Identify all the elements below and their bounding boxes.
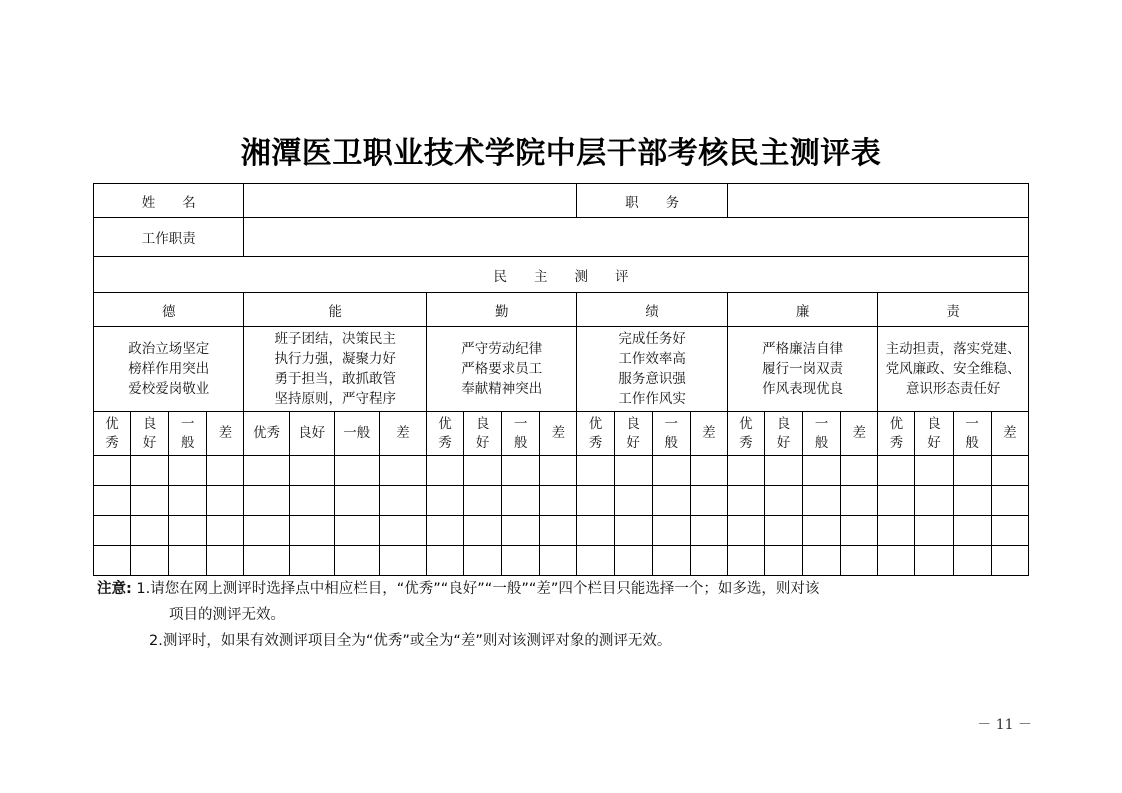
rating-cell[interactable] <box>169 516 207 546</box>
rating-cell[interactable] <box>690 546 727 576</box>
criteria-line: 完成任务好 <box>618 331 686 347</box>
rating-cell[interactable] <box>764 456 802 486</box>
grade-header <box>915 412 953 456</box>
rating-cell[interactable] <box>244 456 289 486</box>
rating-cell[interactable] <box>540 456 577 486</box>
rating-cell[interactable] <box>464 546 502 576</box>
rating-cell[interactable] <box>841 486 878 516</box>
rating-cell[interactable] <box>652 546 690 576</box>
rating-cell[interactable] <box>334 516 379 546</box>
grade-header <box>577 412 614 456</box>
grade-header <box>764 412 802 456</box>
rating-cell[interactable] <box>464 456 502 486</box>
grade-header-char: 秀 <box>588 434 603 451</box>
rating-cell[interactable] <box>244 486 289 516</box>
rating-cell[interactable] <box>764 516 802 546</box>
grade-header <box>502 412 540 456</box>
rating-cell[interactable] <box>289 486 334 516</box>
rating-cell[interactable] <box>690 516 727 546</box>
rating-cell[interactable] <box>878 486 915 516</box>
criteria-line: 履行一岗双责 <box>762 361 844 377</box>
grade-header-char: 秀 <box>739 434 753 451</box>
rating-cell[interactable] <box>427 456 464 486</box>
grade-header-char: 优 <box>588 415 603 432</box>
grade-header-char: 般 <box>965 434 979 451</box>
grade-header-char: 好 <box>776 434 791 451</box>
rating-cell[interactable] <box>577 486 614 516</box>
grade-header-char: 优 <box>438 415 452 432</box>
position-field[interactable] <box>727 184 1028 218</box>
rating-cell[interactable] <box>764 486 802 516</box>
criteria-line: 严格廉洁自律 <box>762 341 844 357</box>
rating-cell[interactable] <box>379 516 426 546</box>
grade-header-char: 秀 <box>438 434 452 451</box>
duty-label: 工作职责 <box>94 218 244 257</box>
grade-header-char: 好 <box>927 434 941 451</box>
grade-header <box>94 412 131 456</box>
rating-cell[interactable] <box>502 516 540 546</box>
grade-header-char: 秀 <box>889 434 904 451</box>
page-number: － 11 － <box>977 717 1032 733</box>
grade-header-char: 一 <box>965 415 979 432</box>
name-label: 姓 名 <box>94 184 244 218</box>
criteria-line: 奉献精神突出 <box>461 381 543 397</box>
rating-cell[interactable] <box>207 456 244 486</box>
criteria-line: 严格要求员工 <box>461 361 543 377</box>
criteria-line: 勇于担当，敢抓敢管 <box>274 371 396 387</box>
rating-cell[interactable] <box>803 516 841 546</box>
rating-cell[interactable] <box>841 516 878 546</box>
rating-cell[interactable] <box>540 486 577 516</box>
rating-cell[interactable] <box>915 486 953 516</box>
grade-header: 差 <box>207 412 244 456</box>
rating-cell[interactable] <box>953 456 991 486</box>
grade-header-char: 优 <box>739 415 753 432</box>
criteria-line: 严守劳动纪律 <box>461 341 543 357</box>
grade-header-char: 一 <box>181 415 195 432</box>
rating-cell[interactable] <box>652 486 690 516</box>
category-criteria <box>577 327 727 412</box>
rating-cell[interactable] <box>878 516 915 546</box>
rating-cell[interactable] <box>540 546 577 576</box>
criteria-line: 工作效率高 <box>618 351 686 367</box>
rating-cell[interactable] <box>94 516 131 546</box>
rating-cell[interactable] <box>727 456 764 486</box>
rating-cell[interactable] <box>841 456 878 486</box>
grade-header: 差 <box>540 412 577 456</box>
rating-cell[interactable] <box>727 546 764 576</box>
criteria-line: 作风表现优良 <box>762 381 844 397</box>
category-criteria <box>427 327 577 412</box>
grade-header <box>169 412 207 456</box>
note-1-continued: 项目的测评无效。 <box>169 607 285 623</box>
evaluation-table <box>93 183 1029 576</box>
rating-cell[interactable] <box>953 546 991 576</box>
rating-cell[interactable] <box>652 456 690 486</box>
rating-cell[interactable] <box>502 546 540 576</box>
rating-cell[interactable] <box>334 546 379 576</box>
criteria-line: 党风廉政、安全维稳、 <box>885 361 1021 377</box>
grade-header: 良好 <box>289 412 334 456</box>
notes <box>97 576 1037 654</box>
rating-cell[interactable] <box>379 486 426 516</box>
note-2: 2.测评时，如果有效测评项目全为“优秀”或全为“差”则对该测评对象的测评无效。 <box>149 633 672 649</box>
criteria-line: 坚持原则，严守程序 <box>274 391 396 407</box>
grade-header-char: 优 <box>889 415 904 432</box>
rating-cell[interactable] <box>169 486 207 516</box>
grade-header-char: 良 <box>142 415 157 432</box>
notes-label: 注意: <box>97 581 132 597</box>
grade-header-char: 般 <box>514 434 528 451</box>
rating-cell[interactable] <box>289 456 334 486</box>
rating-cell[interactable] <box>577 516 614 546</box>
rating-cell[interactable] <box>94 486 131 516</box>
rating-cell[interactable] <box>764 546 802 576</box>
page-title: 湘潭医卫职业技术学院中层干部考核民主测评表 <box>240 136 882 171</box>
category-header: 绩 <box>577 293 727 327</box>
grade-header <box>131 412 169 456</box>
category-header: 勤 <box>427 293 577 327</box>
criteria-line: 榜样作用突出 <box>128 361 210 377</box>
grade-header: 优秀 <box>244 412 289 456</box>
rating-cell[interactable] <box>991 546 1028 576</box>
name-field[interactable] <box>244 184 577 218</box>
rating-cell[interactable] <box>464 516 502 546</box>
rating-cell[interactable] <box>577 456 614 486</box>
rating-cell[interactable] <box>540 516 577 546</box>
rating-cell[interactable] <box>131 516 169 546</box>
rating-cell[interactable] <box>727 516 764 546</box>
criteria-line: 服务意识强 <box>618 371 686 387</box>
grade-header-char: 良 <box>626 415 640 432</box>
criteria-line: 执行力强，凝聚力好 <box>274 351 396 367</box>
position-label: 职 务 <box>577 184 727 218</box>
grade-header-char: 好 <box>142 434 157 451</box>
rating-cell[interactable] <box>289 546 334 576</box>
grade-header-char: 一 <box>664 415 678 432</box>
rating-cell[interactable] <box>169 546 207 576</box>
grade-header-char: 秀 <box>105 434 119 451</box>
grade-header: 差 <box>991 412 1028 456</box>
rating-cell[interactable] <box>803 486 841 516</box>
criteria-line: 主动担责，落实党建、 <box>885 341 1021 357</box>
grade-header: 差 <box>690 412 727 456</box>
duty-field[interactable] <box>244 218 1029 257</box>
rating-cell[interactable] <box>915 546 953 576</box>
rating-cell[interactable] <box>878 456 915 486</box>
grade-header-char: 良 <box>776 415 791 432</box>
category-criteria <box>94 327 244 412</box>
grade-header: 差 <box>841 412 878 456</box>
grade-header-char: 般 <box>664 434 678 451</box>
rating-cell[interactable] <box>169 456 207 486</box>
rating-cell[interactable] <box>690 456 727 486</box>
rating-cell[interactable] <box>131 546 169 576</box>
grade-header: 一般 <box>334 412 379 456</box>
grade-header-char: 良 <box>927 415 941 432</box>
note-1 <box>97 576 1037 602</box>
rating-cell[interactable] <box>207 486 244 516</box>
rating-cell[interactable] <box>207 546 244 576</box>
category-header: 责 <box>878 293 1029 327</box>
rating-cell[interactable] <box>690 486 727 516</box>
criteria-line: 政治立场坚定 <box>128 341 210 357</box>
category-criteria <box>878 327 1029 412</box>
rating-cell[interactable] <box>131 456 169 486</box>
rating-cell[interactable] <box>953 486 991 516</box>
rating-cell[interactable] <box>841 546 878 576</box>
rating-cell[interactable] <box>379 546 426 576</box>
rating-cell[interactable] <box>652 516 690 546</box>
rating-cell[interactable] <box>727 486 764 516</box>
grade-header <box>427 412 464 456</box>
rating-cell[interactable] <box>334 486 379 516</box>
grade-header <box>803 412 841 456</box>
criteria-line: 班子团结，决策民主 <box>274 331 396 347</box>
grade-header-char: 好 <box>475 434 490 451</box>
criteria-line: 爱校爱岗敬业 <box>128 381 210 397</box>
grade-header-char: 一 <box>814 415 829 432</box>
grade-header-char: 般 <box>181 434 195 451</box>
grade-header-char: 好 <box>626 434 640 451</box>
rating-cell[interactable] <box>915 456 953 486</box>
rating-cell[interactable] <box>289 516 334 546</box>
rating-cell[interactable] <box>614 486 652 516</box>
rating-cell[interactable] <box>991 486 1028 516</box>
grade-header-char: 一 <box>514 415 528 432</box>
grade-header <box>614 412 652 456</box>
rating-cell[interactable] <box>502 456 540 486</box>
rating-cell[interactable] <box>94 546 131 576</box>
rating-cell[interactable] <box>207 516 244 546</box>
category-criteria <box>727 327 877 412</box>
rating-cell[interactable] <box>244 516 289 546</box>
rating-cell[interactable] <box>427 516 464 546</box>
rating-cell[interactable] <box>577 546 614 576</box>
criteria-line: 工作作风实 <box>618 391 686 407</box>
rating-cell[interactable] <box>427 486 464 516</box>
rating-cell[interactable] <box>915 516 953 546</box>
rating-cell[interactable] <box>464 486 502 516</box>
grade-header <box>464 412 502 456</box>
rating-cell[interactable] <box>614 546 652 576</box>
grade-header-char: 良 <box>475 415 490 432</box>
rating-cell[interactable] <box>94 456 131 486</box>
rating-cell[interactable] <box>427 546 464 576</box>
rating-cell[interactable] <box>614 456 652 486</box>
rating-cell[interactable] <box>953 516 991 546</box>
grade-header: 差 <box>379 412 426 456</box>
category-header: 廉 <box>727 293 877 327</box>
rating-cell[interactable] <box>803 546 841 576</box>
rating-cell[interactable] <box>379 456 426 486</box>
rating-cell[interactable] <box>502 486 540 516</box>
grade-header-char: 般 <box>814 434 829 451</box>
grade-header <box>878 412 915 456</box>
grade-header <box>727 412 764 456</box>
category-criteria <box>244 327 427 412</box>
grade-header <box>953 412 991 456</box>
criteria-line: 意识形态责任好 <box>905 381 1001 397</box>
grade-header <box>652 412 690 456</box>
rating-cell[interactable] <box>131 486 169 516</box>
category-header: 德 <box>94 293 244 327</box>
rating-cell[interactable] <box>991 456 1028 486</box>
rating-cell[interactable] <box>334 456 379 486</box>
rating-cell[interactable] <box>614 516 652 546</box>
category-header: 能 <box>244 293 427 327</box>
rating-cell[interactable] <box>991 516 1028 546</box>
grade-header-char: 优 <box>105 415 119 432</box>
rating-cell[interactable] <box>878 546 915 576</box>
rating-cell[interactable] <box>803 456 841 486</box>
note-1-text: 1.请您在网上测评时选择点中相应栏目，“优秀”“良好”“一般”“差”四个栏目只能选择一个；如多选，则对该 <box>136 581 820 597</box>
rating-cell[interactable] <box>244 546 289 576</box>
section-title: 民 主 测 评 <box>94 257 1029 293</box>
